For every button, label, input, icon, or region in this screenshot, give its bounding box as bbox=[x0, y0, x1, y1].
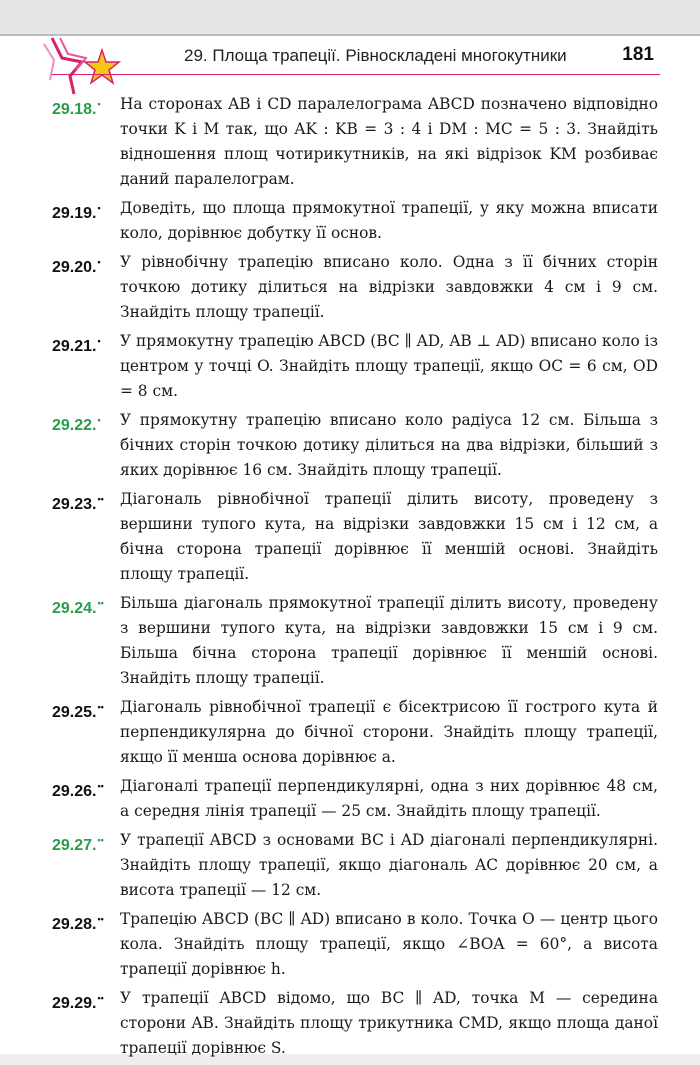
difficulty-marker: • bbox=[97, 415, 101, 425]
page-number: 181 bbox=[622, 44, 654, 65]
problem-text: Більша діагональ прямокутної трапеції ділить висоту, проведену з вершини тупого кута, на відрізки завдовжки 15 см і 9 см. Більша бічна сторона трапеції дорівнює її меншій основі. Знайдіть площу трапеції. bbox=[120, 594, 658, 687]
problem-item bbox=[52, 92, 658, 192]
problem-item bbox=[52, 250, 658, 325]
difficulty-marker: • bbox=[97, 203, 101, 213]
problem-item bbox=[52, 196, 658, 246]
star-icon bbox=[40, 36, 130, 96]
problem-number: 29.19.• bbox=[52, 203, 101, 222]
textbook-page bbox=[0, 36, 700, 1057]
difficulty-marker: •• bbox=[97, 781, 104, 791]
difficulty-marker: • bbox=[97, 99, 101, 109]
problem-item bbox=[52, 591, 658, 691]
problem-number: 29.21.• bbox=[52, 336, 101, 355]
difficulty-marker: •• bbox=[97, 598, 104, 608]
problem-item bbox=[52, 408, 658, 483]
problem-item bbox=[52, 695, 658, 770]
problem-text: У прямокутну трапецію ABCD (BC ∥ AD, AB ⊥ AD) вписано коло із центром у точці O. Знайдіть площу трапеції, якщо OC = 6 см, OD = 8 см. bbox=[120, 332, 658, 400]
problem-text: Діагональ рівнобічної трапеції є бісектрисою її гострого кута й перпендикулярна до бічної сторони. Знайдіть площу трапеції, якщо її менша основа дорівнює a. bbox=[120, 698, 658, 766]
difficulty-marker: •• bbox=[97, 993, 104, 1003]
difficulty-marker: •• bbox=[97, 702, 104, 712]
page-title: 29. Площа трапеції. Рівноскладені многокутники bbox=[184, 46, 567, 65]
problem-number: 29.20.• bbox=[52, 257, 101, 276]
problem-number: 29.23.•• bbox=[52, 494, 104, 513]
problem-number: 29.27.•• bbox=[52, 835, 104, 854]
problem-item bbox=[52, 774, 658, 824]
problem-number: 29.18.• bbox=[52, 99, 101, 118]
problem-text: Доведіть, що площа прямокутної трапеції, у яку можна вписати коло, дорівнює добутку її основ. bbox=[120, 199, 658, 242]
problem-number: 29.26.•• bbox=[52, 781, 104, 800]
problem-text: У прямокутну трапецію вписано коло радіуса 12 см. Більша з бічних сторін точкою дотику ділиться на два відрізки, більший з яких дорівнює 16 см. Знайдіть площу трапеції. bbox=[120, 411, 658, 479]
problem-text: На сторонах AB і CD паралелограма ABCD позначено відповідно точки K і M так, що AK : KB = 3 : 4 і DM : MC = 5 : 3. Знайдіть відношення площ чотирикутників, на які відрізок KM розбиває даний паралелограм. bbox=[120, 95, 658, 188]
viewer-top-bar bbox=[0, 0, 700, 36]
problem-number: 29.28.•• bbox=[52, 914, 104, 933]
problem-text: Діагоналі трапеції перпендикулярні, одна з них дорівнює 48 см, а середня лінія трапеції — 25 см. Знайдіть площу трапеції. bbox=[120, 777, 658, 820]
problem-number: 29.22.• bbox=[52, 415, 101, 434]
header-rule bbox=[52, 74, 660, 75]
problem-number: 29.29.•• bbox=[52, 993, 104, 1012]
difficulty-marker: • bbox=[97, 257, 101, 267]
difficulty-marker: •• bbox=[97, 835, 104, 845]
problem-item bbox=[52, 329, 658, 404]
problem-text: У трапеції ABCD відомо, що BC ∥ AD, точка M — середина сторони AB. Знайдіть площу трикутника CMD, якщо площа даної трапеції дорівнює S. bbox=[120, 989, 658, 1057]
difficulty-marker: •• bbox=[97, 494, 104, 504]
problem-text: Діагональ рівнобічної трапеції ділить висоту, проведену з вершини тупого кута, на відрізки завдовжки 15 см і 12 см, а бічна сторона трапеції дорівнює її меншій основі. Знайдіть площу трапеції. bbox=[120, 490, 658, 583]
problem-item bbox=[52, 828, 658, 903]
problem-text: Трапецію ABCD (BC ∥ AD) вписано в коло. Точка O — центр цього кола. Знайдіть площу трапеції, якщо ∠BOA = 60°, а висота трапеції дорівнює h. bbox=[120, 910, 658, 978]
difficulty-marker: • bbox=[97, 336, 101, 346]
problem-number: 29.25.•• bbox=[52, 702, 104, 721]
problem-list bbox=[52, 92, 658, 1065]
problem-number: 29.24.•• bbox=[52, 598, 104, 617]
problem-text: У рівнобічну трапецію вписано коло. Одна з її бічних сторін точкою дотику ділиться на відрізки завдовжки 4 см і 9 см. Знайдіть площу трапеції. bbox=[120, 253, 658, 321]
problem-text: У трапеції ABCD з основами BC і AD діагоналі перпендикулярні. Знайдіть площу трапеції, якщо діагональ AC дорівнює 20 см, а висота трапеції — 12 см. bbox=[120, 831, 658, 899]
problem-item bbox=[52, 907, 658, 982]
problem-item bbox=[52, 986, 658, 1061]
problem-item bbox=[52, 487, 658, 587]
difficulty-marker: •• bbox=[97, 914, 104, 924]
